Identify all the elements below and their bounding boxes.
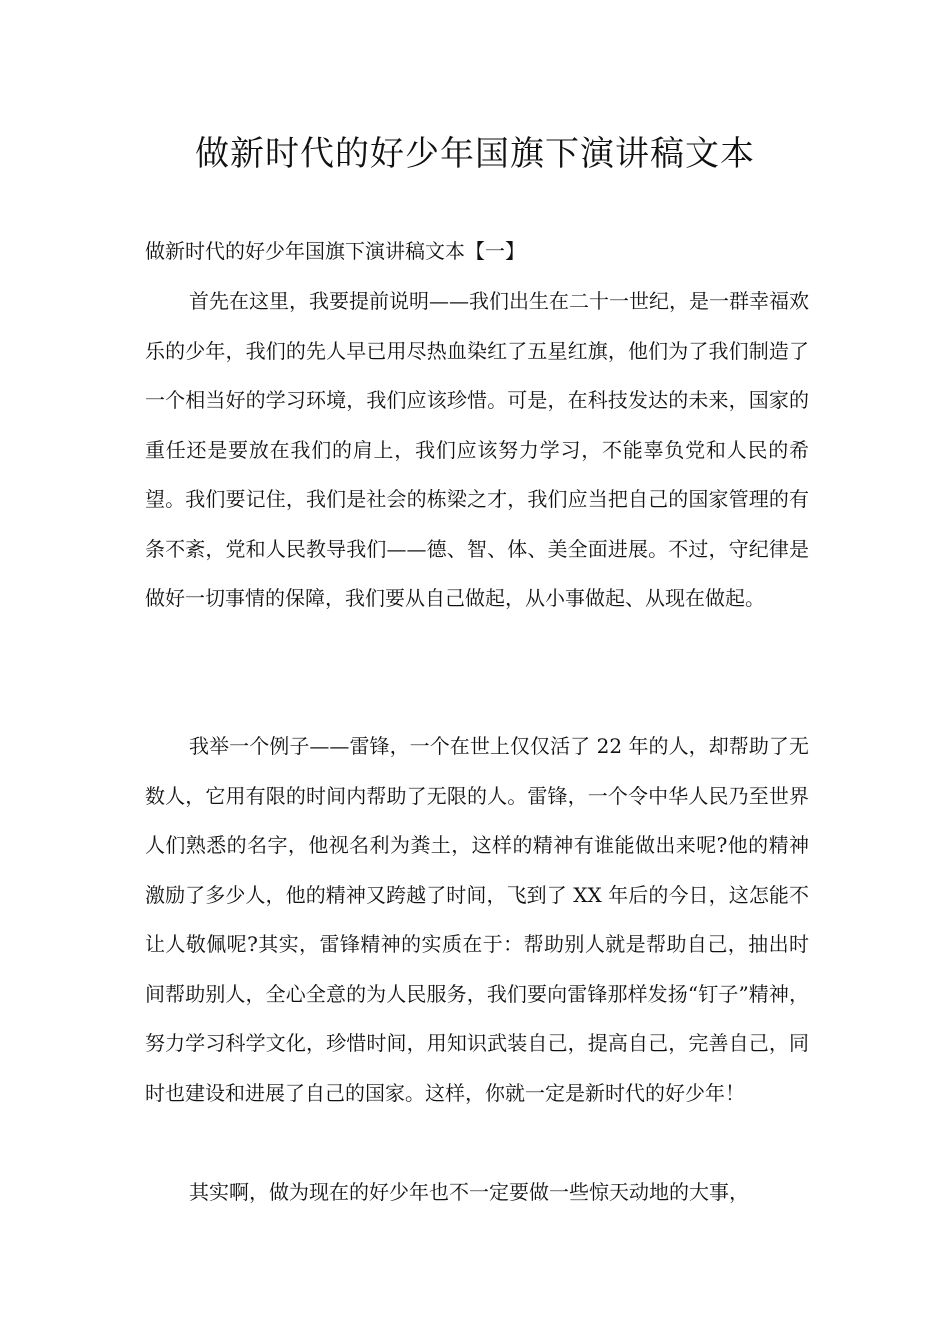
paragraph-2: 我举一个例子——雷锋，一个在世上仅仅活了 22 年的人，却帮助了无数人，它用有限的时间内帮助了无限的人。雷锋，一个令中华人民乃至世界人们熟悉的名字，他视名利为粪土，这样的精神有谁能做出来呢?他的精神激励了多少人，他的精神又跨越了时间，飞到了 XX 年后的今日，这怎能不让人敬佩呢?其实，雷锋精神的实质在于：帮助别人就是帮助自己，抽出时间帮助别人，全心全意的为人民服务，我们要向雷锋那样发扬“钉子”精神，努力学习科学文化，珍惜时间，用知识武装自己，提高自己，完善自己，同时也建设和进展了自己的国家。这样，你就一定是新时代的好少年！ xyxy=(145,734,809,1105)
paragraph-3: 其实啊，做为现在的好少年也不一定要做一些惊天动地的大事， xyxy=(189,1180,749,1204)
paragraph-1: 首先在这里，我要提前说明——我们出生在二十一世纪，是一群幸福欢乐的少年，我们的先人早已用尽热血染红了五星红旗，他们为了我们制造了一个相当好的学习环境，我们应该珍惜。可是，在科技发达的未来，国家的重任还是要放在我们的肩上，我们应该努力学习，不能辜负党和人民的希望。我们要记住，我们是社会的栋梁之才，我们应当把自己的国家管理的有条不紊，党和人民教导我们——德、智、体、美全面进展。不过，守纪律是做好一切事情的保障，我们要从自己做起，从小事做起、从现在做起。 xyxy=(145,289,809,610)
section-subtitle: 做新时代的好少年国旗下演讲稿文本【一】 xyxy=(145,239,525,263)
document-title: 做新时代的好少年国旗下演讲稿文本 xyxy=(195,134,755,174)
